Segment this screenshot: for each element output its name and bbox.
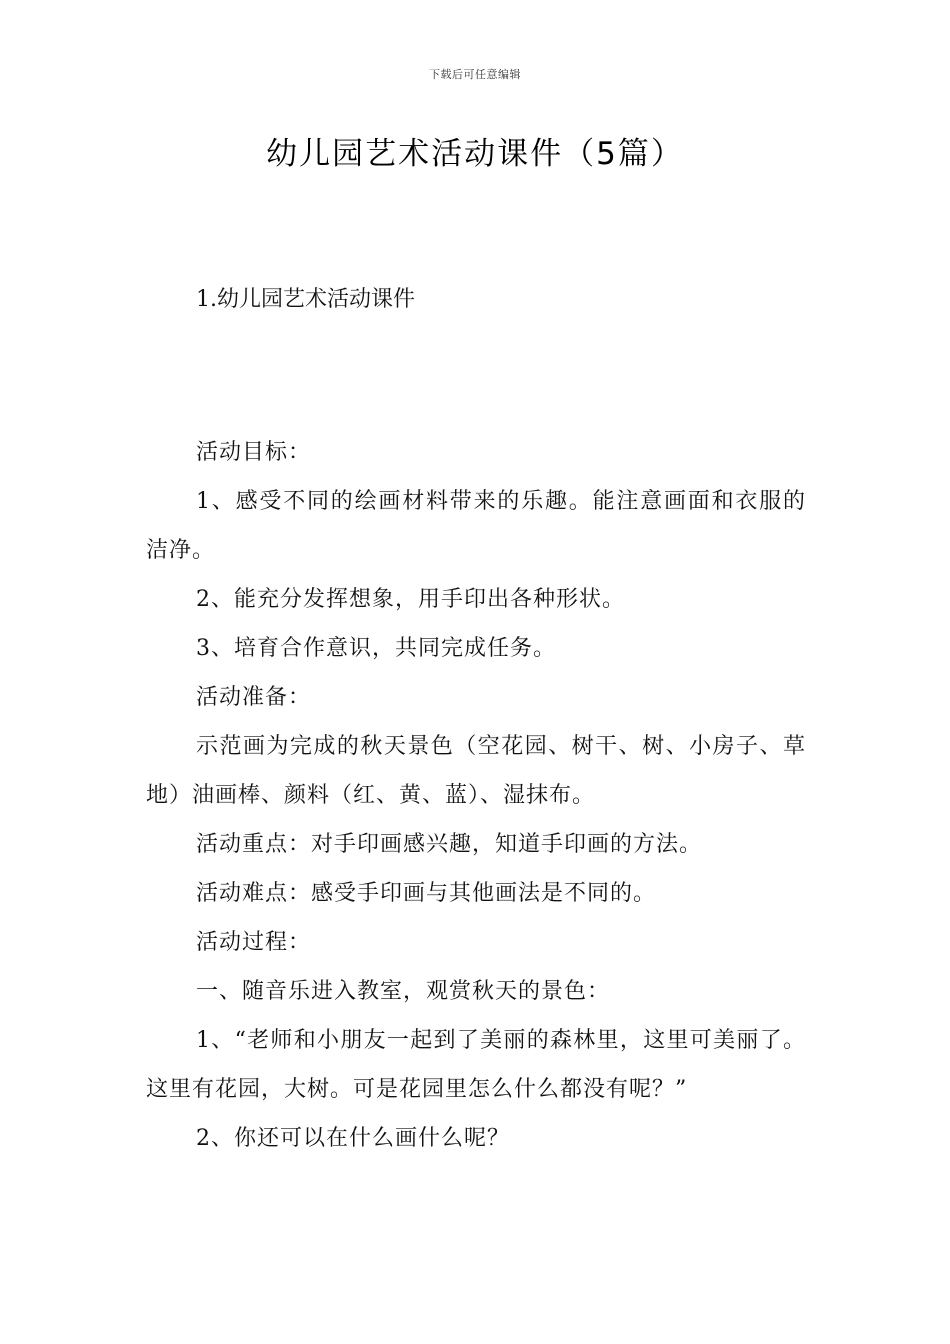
paragraph: 活动难点：感受手印画与其他画法是不同的。 (196, 881, 657, 906)
paragraph: 1、“老师和小朋友一起到了美丽的森林里，这里可美丽了。这里有花园，大树。可是花园里怎么什么都没有呢？” (146, 1028, 806, 1102)
paragraph: 一、随音乐进入教室，观赏秋天的景色： (196, 979, 611, 1004)
paragraph: 活动目标： (196, 440, 312, 465)
paragraph: 3、培育合作意识，共同完成任务。 (196, 636, 556, 661)
paragraph: 活动重点：对手印画感兴趣，知道手印画的方法。 (196, 832, 703, 857)
paragraph: 示范画为完成的秋天景色（空花园、树干、树、小房子、草地）油画棒、颜料（红、黄、蓝）、湿抹布。 (146, 734, 806, 808)
document-title: 幼儿园艺术活动课件（5篇） (266, 136, 684, 172)
paragraph: 2、你还可以在什么画什么呢？ (196, 1126, 510, 1151)
document-body (146, 428, 806, 1163)
header-note: 下载后可任意编辑 (429, 68, 521, 81)
section-heading: 1.幼儿园艺术活动课件 (196, 287, 415, 312)
paragraph: 1、感受不同的绘画材料带来的乐趣。能注意画面和衣服的洁净。 (146, 489, 806, 563)
paragraph: 活动准备： (196, 685, 312, 710)
paragraph: 2、能充分发挥想象，用手印出各种形状。 (196, 587, 625, 612)
paragraph: 活动过程： (196, 930, 312, 955)
